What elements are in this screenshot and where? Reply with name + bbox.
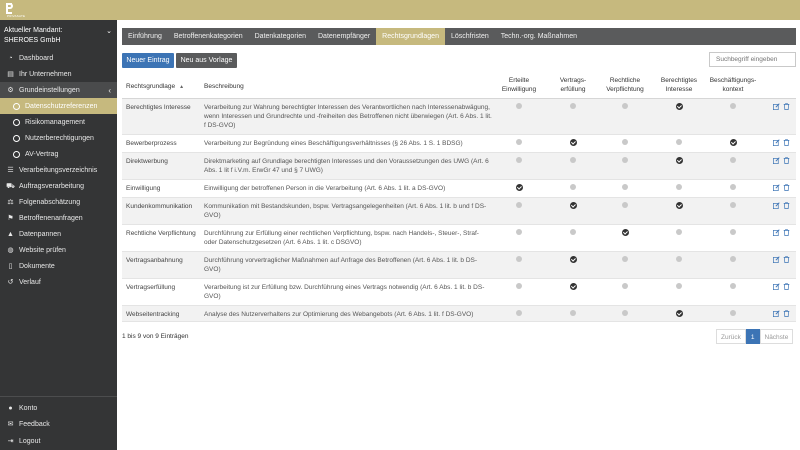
new-entry-button[interactable]: Neuer Eintrag [122,53,174,68]
edit-icon[interactable] [773,103,780,110]
row-description: Verarbeitung zur Wahrung berechtigter Interessen des Verantwortlichen nach Interessenabwägung, wenn Interessen und Grundrechte und -freiheiten des Betroffenen nicht überwiegen (Art. 6 Abs. 1 lit. f DS-GVO) [204,104,492,129]
trash-icon[interactable] [783,157,790,164]
inactive-dot-icon [516,139,522,145]
inactive-dot-icon [516,157,522,163]
tab-rechtsgrundlagen[interactable]: Rechtsgrundlagen [376,28,445,45]
top-bar [0,0,800,20]
sidebar-item-datenpannen[interactable] [0,226,117,242]
sidebar-item-label: Nutzerberechtigungen [25,134,94,142]
list-icon: ☰ [7,167,14,174]
table-row[interactable] [122,198,796,225]
sidebar-item-label: AV-Vertrag [25,150,59,158]
row-description: Kommunikation mit Bestandskunden, bspw. Vertragsangelegenheiten (Art. 6 Abs. 1 lit. b und f DS-GVO) [204,203,487,219]
sidebar-item-dokumente[interactable] [0,258,117,274]
row-name: Bewerberprozess [126,140,177,147]
sidebar-item-label: Datenschutzreferenzen [25,102,98,110]
table-header [122,72,796,98]
row-actions [773,256,790,263]
sidebar-item-label: Betroffenenanfragen [19,214,83,222]
sidebar-item-label: Risikomanagement [25,118,85,126]
row-actions [773,202,790,209]
table-row[interactable] [122,153,796,180]
row-actions [773,103,790,110]
mandant-label: Aktueller Mandant: [4,27,63,34]
inactive-dot-icon [622,202,628,208]
row-description: Verarbeitung ist zur Erfüllung bzw. Durchführung eines Vertrags notwendig (Art. 6 Abs. 1 lit. b DS-GVO) [204,284,485,300]
edit-icon[interactable] [773,283,780,290]
user-icon: ● [8,404,13,412]
row-description: Verarbeitung zur Begründung eines Beschäftigungsverhältnisses (§ 26 Abs. 1 S. 1 BDSG) [204,140,463,147]
sort-asc-icon: ▲ [179,84,185,90]
mandant-name: SHEROES GmbH [4,37,61,44]
table-row[interactable] [122,279,796,306]
pagination [716,329,793,344]
logo[interactable]: PRIVASATE [6,3,24,18]
check-circle-icon [676,157,683,164]
inactive-dot-icon [676,139,682,145]
sidebar-item-logout[interactable] [0,433,117,449]
edit-icon[interactable] [773,202,780,209]
tab-datenempfänger[interactable]: Datenempfänger [318,33,371,40]
edit-icon[interactable] [773,139,780,146]
sidebar-item-dashboard[interactable] [0,50,117,66]
row-name: Vertragserfüllung [126,284,176,291]
document-icon: ▯ [8,263,13,270]
header-col-line: Verpflichtung [606,86,644,93]
inactive-dot-icon [622,184,628,190]
sidebar-item-ihr-unternehmen[interactable] [0,66,117,82]
row-actions [773,283,790,290]
tab-betroffenenkategorien[interactable]: Betroffenenkategorien [173,33,243,40]
row-actions [773,139,790,146]
inactive-dot-icon [622,283,628,289]
table-info: 1 bis 9 von 9 Einträgen [122,333,189,340]
inactive-dot-icon [730,103,736,109]
inactive-dot-icon [570,310,576,316]
sidebar-item-label: Website prüfen [19,246,66,254]
header-col-line: Einwilligung [501,86,537,93]
sidebar-item-label: Datenpannen [19,230,62,238]
check-circle-icon [730,139,737,146]
sidebar-item-risikomanagement[interactable] [0,114,117,130]
page-1-button[interactable]: 1 [746,329,760,344]
header-col-line: Beschäftigungs- [709,77,757,84]
header-col-4[interactable] [649,76,709,94]
inactive-dot-icon [730,256,736,262]
inactive-dot-icon [676,256,682,262]
table-row[interactable] [122,99,796,135]
tab-löschfristen[interactable]: Löschfristen [450,33,489,40]
trash-icon[interactable] [783,256,790,263]
inactive-dot-icon [730,202,736,208]
sidebar-item-label: Konto [19,404,38,412]
inactive-dot-icon [516,103,522,109]
row-name: Einwilligung [126,185,161,192]
gear-icon: ⚙ [7,87,14,94]
inactive-dot-icon [730,310,736,316]
inactive-dot-icon [676,283,682,289]
globe-icon: ◍ [7,247,14,254]
check-circle-icon [570,283,577,290]
table-row[interactable] [122,180,796,198]
header-col-line: Berechtigtes [660,77,698,84]
cart-icon: ⛟ [6,182,15,190]
trash-icon[interactable] [783,310,790,317]
header-col-5[interactable] [703,76,763,94]
sidebar-item-datenschutzreferenzen[interactable] [0,98,117,114]
table-row[interactable] [122,135,796,153]
sidebar-item-av-vertrag[interactable] [0,146,117,162]
trash-icon[interactable] [783,202,790,209]
trash-icon[interactable] [783,229,790,236]
edit-icon[interactable] [773,157,780,164]
inactive-dot-icon [570,157,576,163]
table-row[interactable] [122,252,796,279]
check-circle-icon [676,103,683,110]
tab-bar [122,28,796,45]
building-icon: ▤ [7,71,14,78]
inactive-dot-icon [516,310,522,316]
header-col-line: Interesse [665,86,693,93]
circle-icon [12,134,21,143]
sidebar [0,20,117,450]
check-circle-icon [570,202,577,209]
edit-icon[interactable] [773,310,780,317]
inactive-dot-icon [516,202,522,208]
inactive-dot-icon [730,229,736,235]
chat-icon: ✉ [7,421,14,428]
sidebar-item-label: Verlauf [19,278,41,286]
history-icon: ↺ [7,279,14,286]
inactive-dot-icon [622,157,628,163]
table-row[interactable] [122,225,796,252]
sidebar-item-website-prüfen[interactable] [0,242,117,258]
table-row[interactable] [122,306,796,322]
header-col-3[interactable] [595,76,655,94]
sidebar-item-label: Grundeinstellungen [19,86,80,94]
sidebar-item-label: Auftragsverarbeitung [19,182,84,190]
check-circle-icon [570,139,577,146]
search-input[interactable] [709,52,796,67]
sidebar-item-label: Folgenabschätzung [19,198,81,206]
inactive-dot-icon [622,310,628,316]
header-col-1[interactable] [489,76,549,94]
header-col-line: Erteilte [508,77,530,84]
row-name: Direktwerbung [126,158,168,165]
next-page-button[interactable]: Nächste [760,329,794,344]
inactive-dot-icon [516,283,522,289]
inactive-dot-icon [622,139,628,145]
new-from-template-button[interactable]: Neu aus Vorlage [176,53,237,68]
header-col-2[interactable] [543,76,603,94]
tab-einführung[interactable]: Einführung [128,33,162,40]
trash-icon[interactable] [783,103,790,110]
sidebar-item-label: Dashboard [19,54,54,62]
sidebar-item-auftragsverarbeitung[interactable] [0,178,117,194]
check-circle-icon [676,310,683,317]
mandant-selector[interactable] [4,26,114,46]
row-actions [773,310,790,317]
trash-icon[interactable] [783,139,790,146]
row-description: Direktmarketing auf Grundlage berechtigten Interesses und den Voraussetzungen des UWG (Art. 6 Abs. 1 lit f i.V.m. ErwGr 47 und § 7 UWG) [204,158,489,174]
sidebar-item-verarbeitungsverzeichnis[interactable] [0,162,117,178]
check-circle-icon [516,184,523,191]
sidebar-item-label: Verarbeitungsverzeichnis [19,166,98,174]
inactive-dot-icon [622,256,628,262]
inactive-dot-icon [676,184,682,190]
header-col-line: erfüllung [560,86,586,93]
edit-icon[interactable] [773,229,780,236]
trash-icon[interactable] [783,283,790,290]
row-name: Rechtliche Verpflichtung [126,230,196,237]
row-actions [773,184,790,191]
sidebar-item-grundeinstellungen[interactable] [0,82,117,98]
edit-icon[interactable] [773,256,780,263]
sidebar-item-label: Logout [19,437,41,445]
row-description: Einwilligung der betroffenen Person in die Verarbeitung (Art. 6 Abs. 1 lit. a DS-GVO) [204,185,446,192]
speedometer-icon: ◔ [8,54,13,62]
row-description: Analyse des Nutzerverhaltens zur Optimierung des Webangebots (Art. 6 Abs. 1 lit. f DS-GVO) [204,311,474,318]
inactive-dot-icon [516,256,522,262]
edit-icon[interactable] [773,184,780,191]
check-circle-icon [676,202,683,209]
chevron-down-icon: ⌄ [106,28,112,35]
inactive-dot-icon [622,103,628,109]
row-description: Durchführung zur Erfüllung einer rechtlichen Verpflichtung, bspw. nach Handels-, Steuer-, Straf- oder Datenschutzgesetzen (Art. 6 Abs. 1 lit. c DSGVO) [204,230,479,246]
header-col-line: kontext [722,86,744,93]
tab-datenkategorien[interactable]: Datenkategorien [254,33,306,40]
header-col-line: Rechtliche [609,77,641,84]
sidebar-item-label: Ihr Unternehmen [19,70,72,78]
header-col-line: Vertrags- [559,77,587,84]
inactive-dot-icon [730,184,736,190]
row-name: Kundenkommunikation [126,203,193,210]
row-description: Durchführung vorvertraglicher Maßnahmen auf Anfrage des Betroffenen (Art. 6 Abs. 1 lit. b DS-GVO) [204,257,478,273]
row-name: Vertragsanbahnung [126,257,183,264]
previous-page-button[interactable]: Zurück [716,329,746,344]
row-name: Webseitentracking [126,311,180,318]
sidebar-item-nutzerberechtigungen[interactable] [0,130,117,146]
logout-icon: ⇥ [7,438,14,445]
circle-icon [12,102,21,111]
inactive-dot-icon [730,157,736,163]
inactive-dot-icon [730,283,736,289]
sidebar-divider [0,396,117,397]
check-circle-icon [622,229,629,236]
header-rechtsgrundlage[interactable]: Rechtsgrundlage ▲ [126,83,185,90]
circle-icon [12,118,21,127]
warning-icon: ▲ [7,230,14,238]
inactive-dot-icon [570,103,576,109]
row-name: Berechtigtes Interesse [126,104,191,111]
scale-icon: ⚖ [7,199,14,206]
inactive-dot-icon [516,229,522,235]
sidebar-item-betroffenenanfragen[interactable] [0,210,117,226]
header-beschreibung[interactable]: Beschreibung [204,83,244,90]
sidebar-item-konto[interactable] [0,400,117,416]
circle-icon [12,150,21,159]
sidebar-item-folgenabschätzung[interactable] [0,194,117,210]
sidebar-item-verlauf[interactable] [0,274,117,290]
inactive-dot-icon [676,229,682,235]
row-actions [773,229,790,236]
sidebar-item-feedback[interactable] [0,416,117,432]
trash-icon[interactable] [783,184,790,191]
sidebar-item-label: Feedback [19,420,50,428]
tab-techn-org-maßnahmen[interactable]: Techn.-org. Maßnahmen [500,33,577,40]
sidebar-item-label: Dokumente [19,262,55,270]
inactive-dot-icon [570,184,576,190]
inactive-dot-icon [570,229,576,235]
chevron-left-icon: ‹ [108,85,111,95]
flag-icon: ⚑ [7,215,14,222]
row-actions [773,157,790,164]
check-circle-icon [570,256,577,263]
